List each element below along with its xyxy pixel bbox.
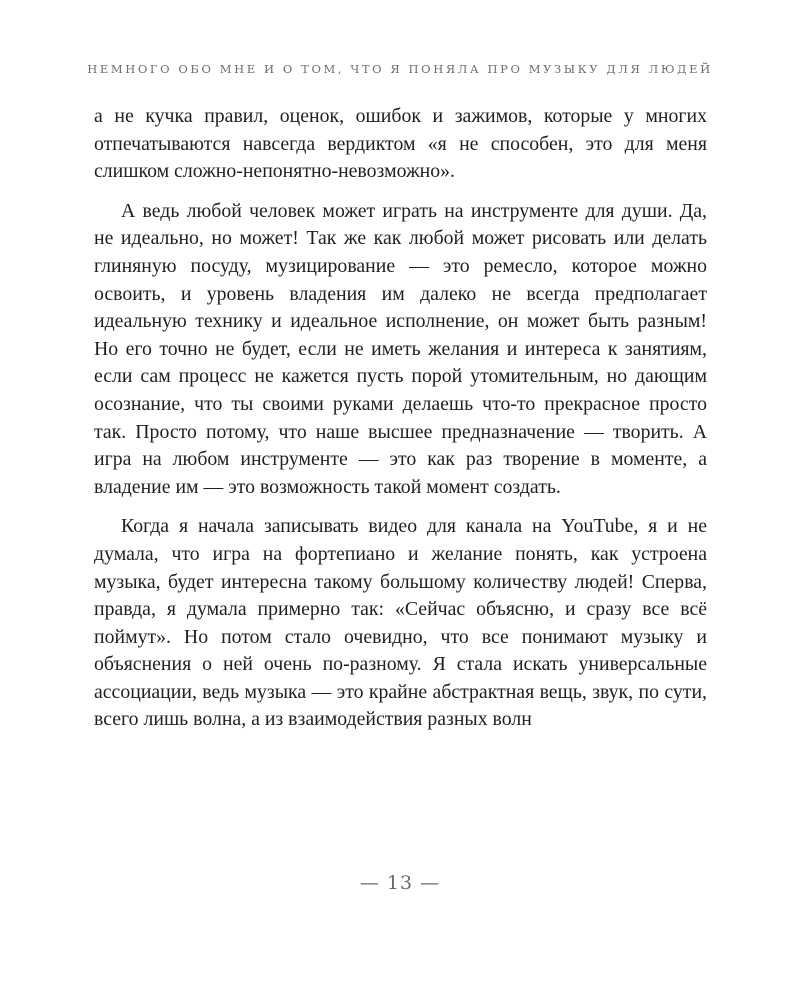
page-number-text: — 13 — (359, 872, 441, 894)
paragraph: Когда я начала записывать видео для канала на YouTube, я и не думала, что игра на фортепиано и желание понять, как устроена музыка, будет интересна такому большому количеству людей! Сперва, правда, я думала примерно так: «Сейчас объясню, и сразу все всё поймут». Но потом стало очевидно, что все понимают музыку и объяснения о ней очень по-разному. Я стала искать универсальные ассоциации, ведь музыка — это крайне абстрактная вещь, звук, по сути, всего лишь волна, а из взаимодействия разных волн (94, 515, 707, 731)
paragraph: А ведь любой человек может играть на инструменте для души. Да, не идеально, но может! Так же как любой может рисовать или делать глиняную посуду, музицирование — это ремесло, которое можно освоить, и уровень владения им далеко не всегда предполагает идеальную технику и идеальное исполнение, он может быть разным! Но его точно не будет, если не иметь желания и интереса к занятиям, если сам процесс не кажется пусть порой утомительным, но дающим осознание, что ты своими руками делаешь что-то прекрасное просто так. Просто потому, что наше высшее предназначение — творить. А игра на любом инструменте — это как раз творение в моменте, а владение им — это возможность такой момент создать. (94, 199, 707, 498)
paragraph: а не кучка правил, оценок, ошибок и зажимов, которые у многих отпечатываются навсегда вердиктом «я не способен, это для меня слишком сложно-непонятно-невозможно». (94, 105, 707, 183)
text-block (94, 103, 707, 746)
page-number (0, 872, 800, 894)
running-header: НЕМНОГО ОБО МНЕ И О ТОМ, ЧТО Я ПОНЯЛА ПРО МУЗЫКУ ДЛЯ ЛЮДЕЙ (87, 62, 713, 76)
